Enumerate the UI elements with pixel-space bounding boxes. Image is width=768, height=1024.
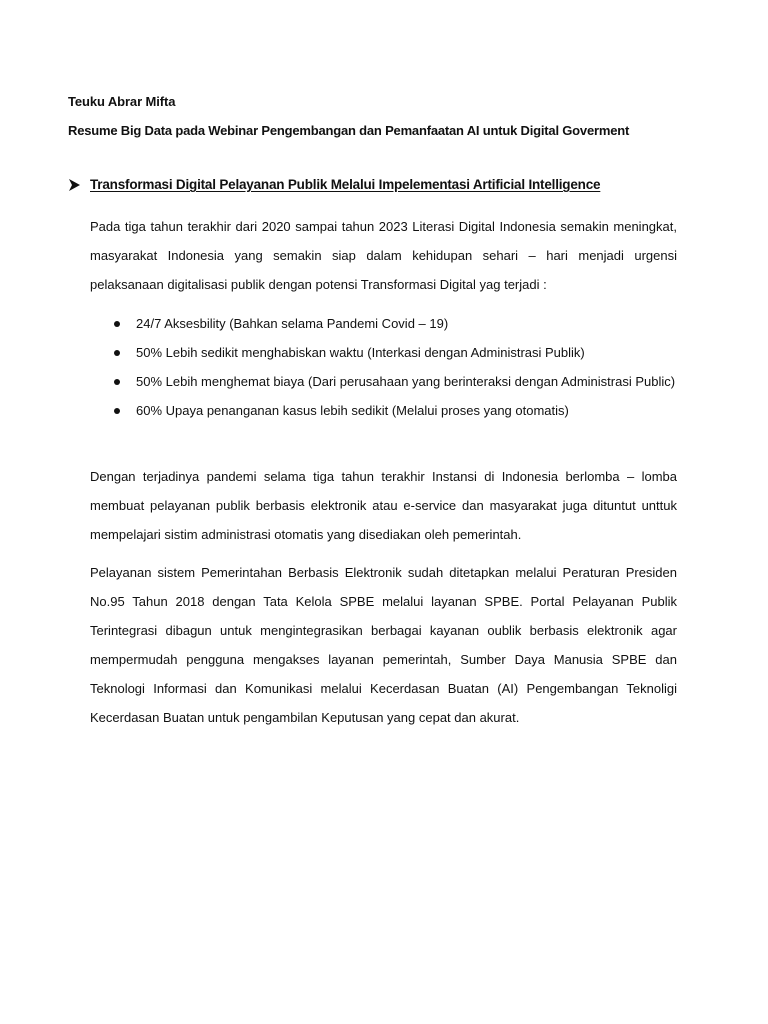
list-item (90, 367, 677, 396)
list-item (90, 338, 677, 367)
arrowhead-bullet-icon (68, 178, 81, 192)
round-bullet-icon (114, 321, 120, 327)
round-bullet-icon (114, 379, 120, 385)
list-item (90, 396, 677, 425)
document-title: Resume Big Data pada Webinar Pengembangan dan Pemanfaatan AI untuk Digital Goverment (68, 123, 630, 138)
list-item-text: 60% Upaya penanganan kasus lebih sedikit (Melalui proses yang otomatis) (136, 403, 569, 418)
round-bullet-icon (114, 408, 120, 414)
round-bullet-icon (114, 350, 120, 356)
author-name: Teuku Abrar Mifta (68, 94, 176, 109)
list-item-text: 50% Lebih menghemat biaya (Dari perusahaan yang berinteraksi dengan Administrasi Public) (136, 374, 676, 389)
list-item-text: 24/7 Aksesbility (Bahkan selama Pandemi Covid – 19) (136, 316, 449, 331)
section-heading (68, 177, 600, 192)
section-heading-text: Transformasi Digital Pelayanan Publik Melalui Impelementasi Artificial Intelligence (90, 177, 601, 192)
bullet-list (90, 309, 677, 425)
paragraph-1: Pada tiga tahun terakhir dari 2020 sampai tahun 2023 Literasi Digital Indonesia semakin meningkat, masyarakat Indonesia yang semakin siap dalam kehidupan sehari – hari menjadi urgensi pelaksanaan digitalisasi publik dengan potensi Transformasi Digital yag terjadi : (90, 219, 677, 292)
list-item-text: 50% Lebih sedikit menghabiskan waktu (Interkasi dengan Administrasi Publik) (136, 345, 585, 360)
paragraph-2: Dengan terjadinya pandemi selama tiga tahun terakhir Instansi di Indonesia berlomba – lomba membuat pelayanan publik berbasis elektronik atau e-service dan masyarakat juga dituntut unttuk mempelajari sistim administrasi otomatis yang disediakan oleh pemerintah. (90, 469, 677, 542)
paragraph-3: Pelayanan sistem Pemerintahan Berbasis Elektronik sudah ditetapkan melalui Peraturan Presiden No.95 Tahun 2018 dengan Tata Kelola SPBE melalui layanan SPBE. Portal Pelayanan Publik Terintegrasi dibagun untuk mengintegrasikan berbagai kayanan oublik berbasis elektronik agar mempermudah pengguna mengakses layanan pemerintah, Sumber Daya Manusia SPBE dan Teknologi Informasi dan Komunikasi melalui Kecerdasan Buatan (AI) Pengembangan Teknoligi Kecerdasan Buatan untuk pengambilan Keputusan yang cepat dan akurat. (90, 565, 677, 725)
list-item (90, 309, 677, 338)
